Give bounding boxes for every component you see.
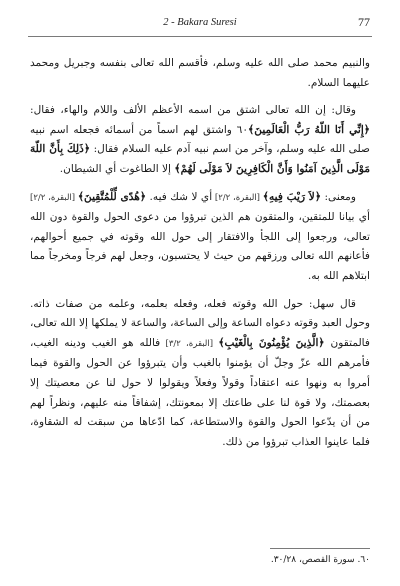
- paragraph: [30, 295, 370, 453]
- footnote-divider: [270, 548, 370, 549]
- text-run: أي بيانا للمتقين، والمتقون هم الذين تبرؤوا من دعوى الحول والقوة دون الله تعالى، ورجعوا إلى اللجأ والافتقار إلى حول الله وقوته في جميع أحوالهم، فأعانهم الله تعالى ورزقهم من حيث لا يحتسبون، وجعل لهم فرجاً ومخرجاً مما ابتلاهم الله به.: [30, 211, 370, 282]
- text-run: إلا الطاغوت أي الشيطان.: [59, 162, 175, 175]
- text-run: والنبيم محمد صلى الله عليه وسلم، فأقسم الله تعالى بنفسه وجبريل ومحمد عليهما السلام.: [30, 57, 370, 89]
- verse-reference: [البقرة، ٢/٢]: [30, 192, 78, 203]
- quran-verse: ﴿لاَ رَيْبَ فِيهِ﴾: [262, 190, 322, 203]
- text-run: فالله هو الغيب ودينه الغيب، فأمرهم الله عزّ وجلّ أن يؤمنوا بالغيب وأن يتبرؤوا عن الحول والقوة فيما أمروا به ونهوا عنه اعتقاداً وقولاً وفعلاً ويقولوا لا حول لنا عن معصيتك إلا بعصمتك، ولا قوة لنا على طاعتك إلا بمعونتك، إشفاقاً منه عليهم، ونظراً لهم من أن يدّعوا الحول والقوة والاستطاعة، كما ادّعاها من سبقت له الشقاوة، فلما عاينوا العذاب تبرؤوا من ذلك.: [30, 336, 370, 448]
- text-run: قال سهل: حول الله وقوته فعله، وفعله بعلمه، وعلمه من صفات ذاته. وحول العبد وقوته دعواه الساعة وإلى الساعة، والساعة لا يملكها إلا الله تعالى، فالمتقون: [30, 297, 370, 349]
- verse-reference: [البقرة، ٢/٢]: [212, 192, 263, 203]
- quran-verse: ﴿ذَلِكَ بِأَنَّ اللّهَ مَوْلَى الَّذِينَ آمَنُوا وَأَنَّ الْكَافِرِينَ لاَ مَوْلَى لَهُمْ﴾: [30, 143, 370, 175]
- paragraph: [30, 101, 370, 179]
- verse-reference: [البقرة، ٣/٢]: [160, 338, 219, 349]
- running-header: [28, 14, 372, 37]
- text-run: ومعنى:: [321, 190, 356, 203]
- body-text: [30, 54, 370, 532]
- quran-verse: ﴿هُدًى لِّلْمُتَّقِينَ﴾: [77, 190, 147, 203]
- quran-verse: ﴿الَّذِينَ يُؤْمِنُونَ بِالْغَيْبِ﴾: [218, 336, 325, 349]
- text-run: وقال: إن الله تعالى اشتق من اسمه الأعظم الألف واللام والهاء، فقال:: [30, 104, 356, 117]
- chapter-title: 2 - Bakara Suresi: [163, 17, 237, 28]
- quran-verse: ﴿إِنِّي أَنَا اللّهُ رَبُّ الْعَالَمِينَ﴾: [248, 123, 370, 136]
- paragraph: [30, 188, 370, 287]
- page-number: 77: [358, 15, 370, 29]
- paragraph: [30, 54, 370, 93]
- text-run: أي لا شك فيه.: [146, 190, 213, 203]
- text-run: ٦٠ واشتق لهم اسماً من أسمائه فجعله اسم نبيه صلى الله عليه وسلم، وآخر من اسم نبيه آدم عليه السلام فقال:: [30, 123, 370, 156]
- footnote: ٦٠. سورة القصص، ٣٠/٢٨.: [270, 555, 370, 565]
